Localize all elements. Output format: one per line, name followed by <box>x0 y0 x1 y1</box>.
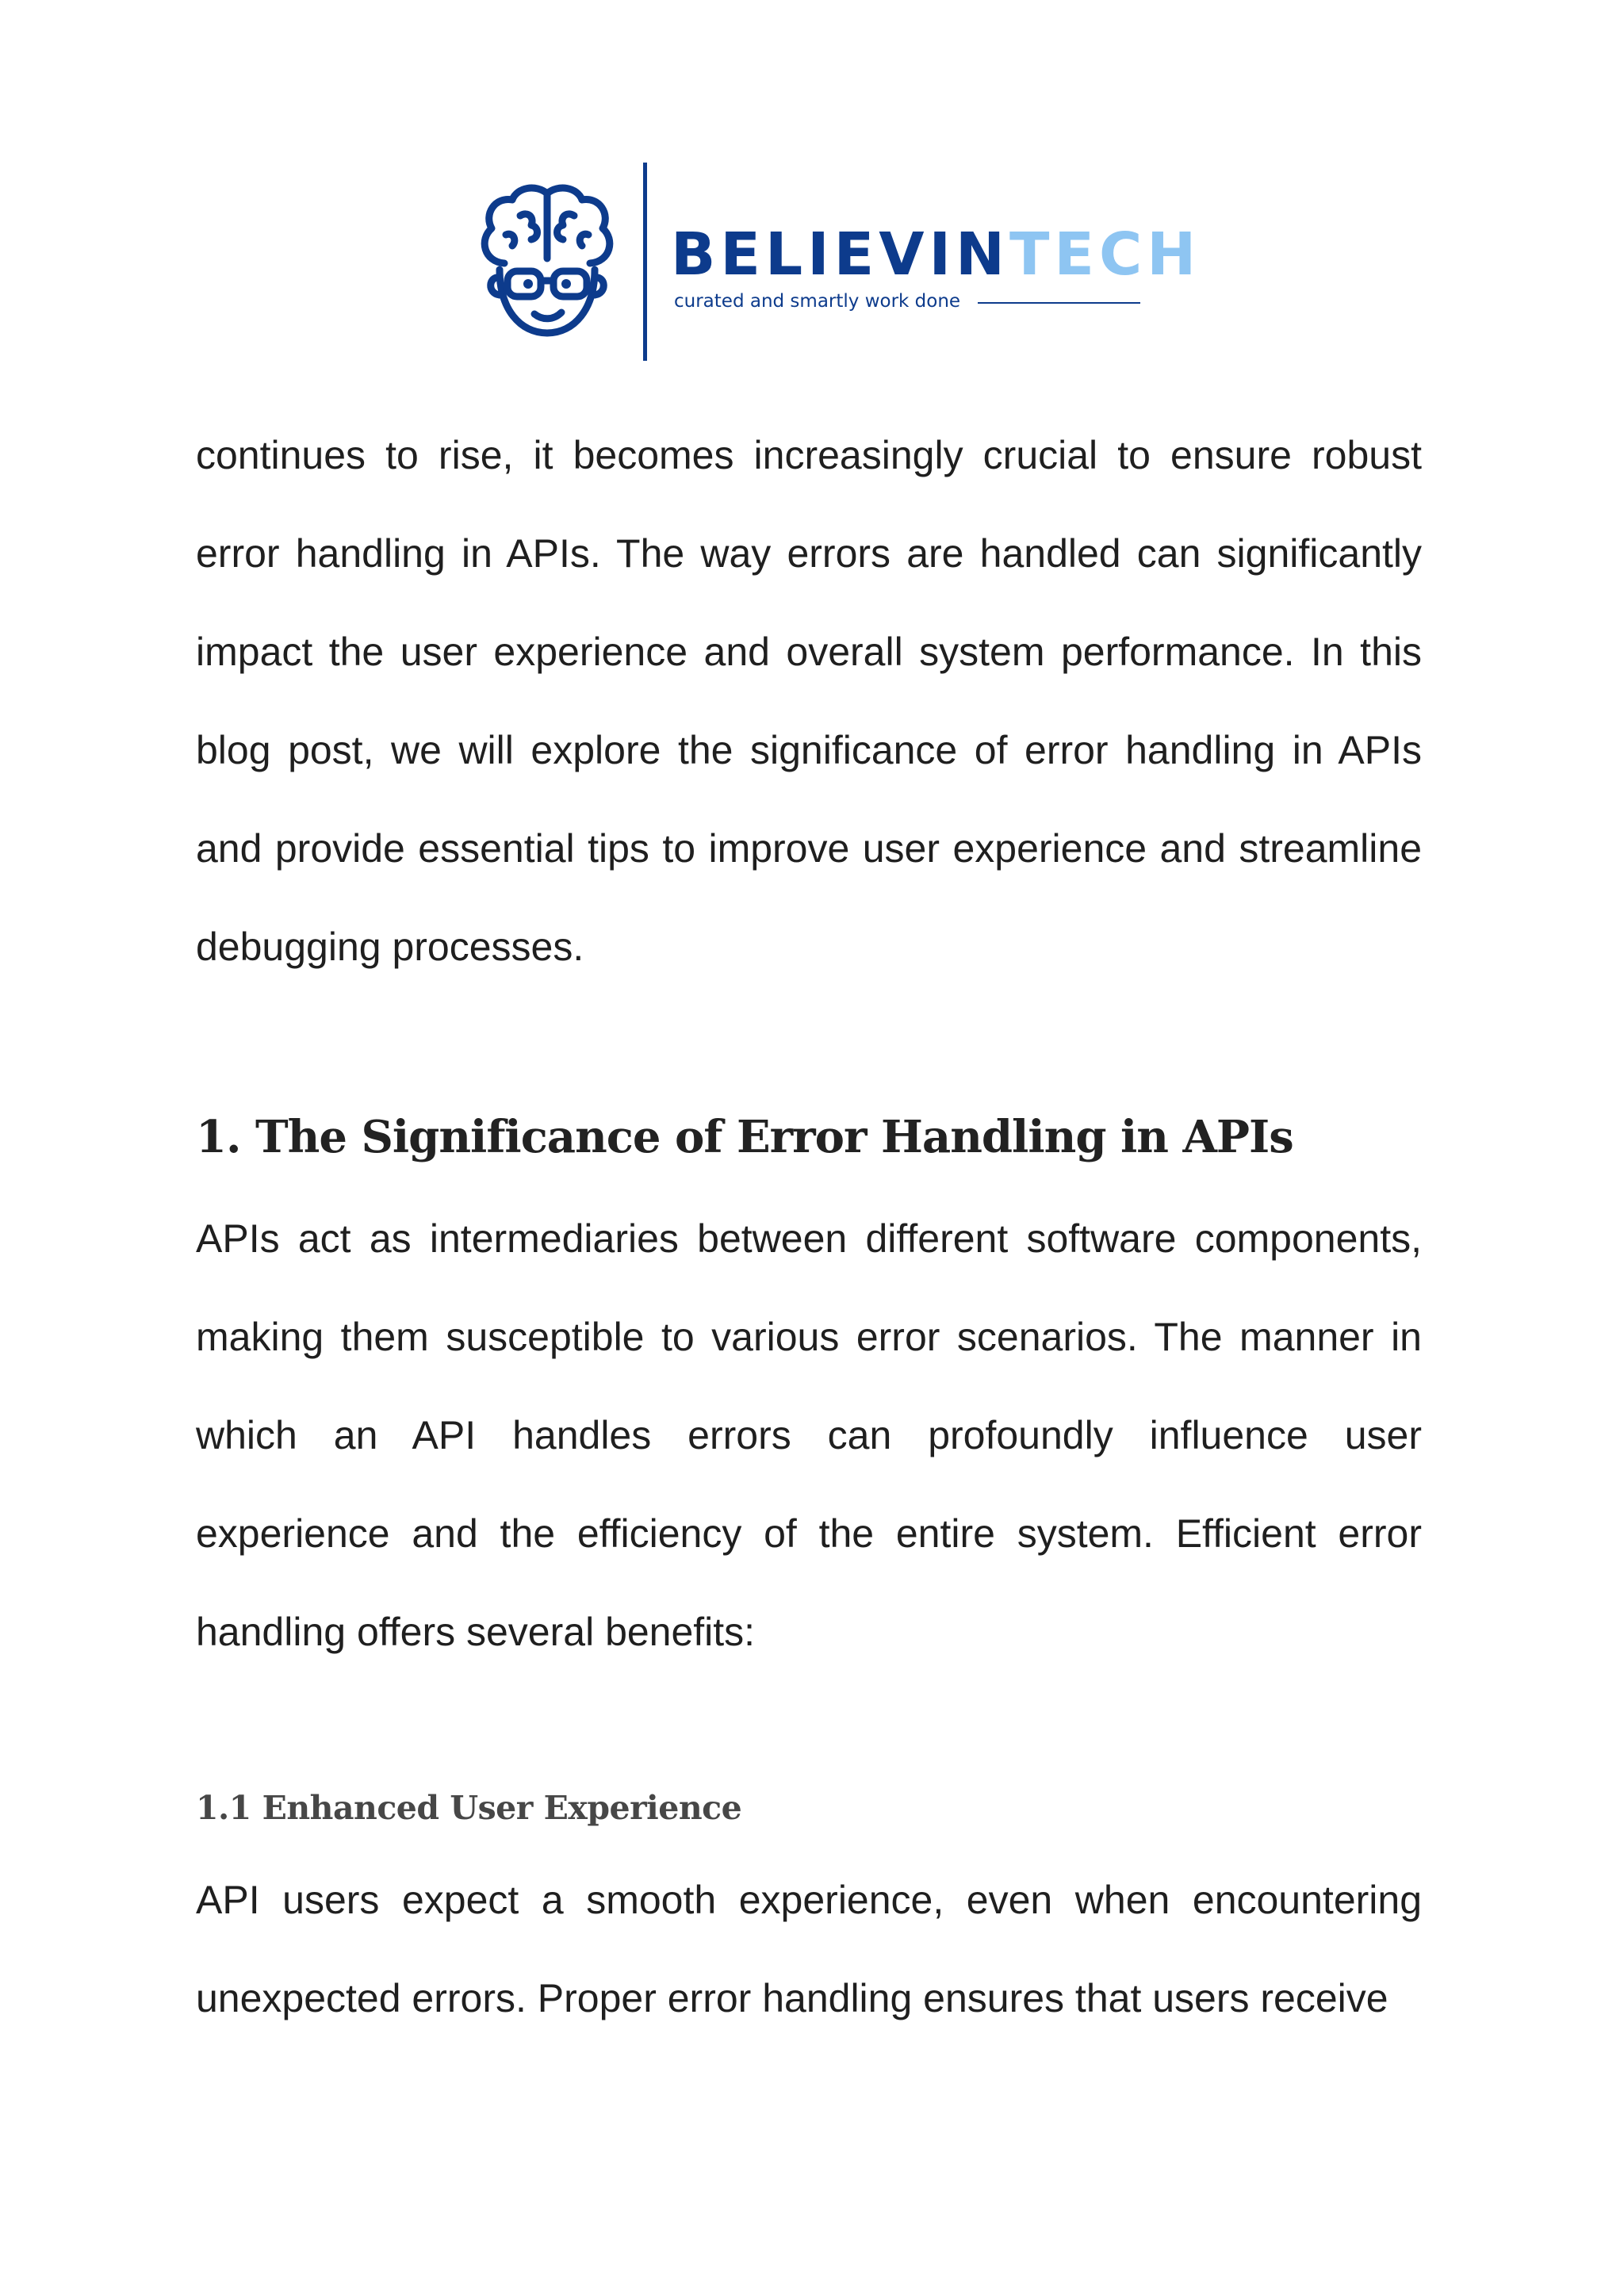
brand-tagline: curated and smartly work done <box>674 291 961 312</box>
brand-logo <box>473 163 1201 361</box>
section-1-paragraph: APIs act as intermediaries between different software components, making them susceptible to various error scenarios. The manner in which an API handles errors can profoundly influence user experience and the efficiency of the entire system. Efficient error handling offers several benefits: <box>196 1216 1422 1654</box>
logo-divider <box>643 163 647 361</box>
document-body <box>196 406 1422 2047</box>
subsection-1-1-paragraph: API users expect a smooth experience, even when encountering unexpected errors. Proper error handling ensures that users receive <box>196 1878 1422 2020</box>
brand-wordmark <box>671 220 1201 289</box>
brain-with-glasses-icon <box>473 182 622 339</box>
section-heading-1: 1. The Significance of Error Handling in APIs <box>196 1111 1293 1163</box>
tagline-underline <box>978 302 1140 304</box>
brand-name-primary: BELIEVIN <box>671 220 1009 289</box>
brand-name-secondary: TECH <box>1009 220 1201 289</box>
intro-paragraph: continues to rise, it becomes increasingly crucial to ensure robust error handling in APIs. The way errors are handled can significantly impact the user experience and overall system performance. In this blog post, we will explore the significance of error handling in APIs and provide essential tips to improve user experience and streamline debugging processes. <box>196 433 1422 969</box>
brand-tagline-row <box>674 289 1150 313</box>
subsection-heading-1-1: 1.1 Enhanced User Experience <box>196 1789 742 1827</box>
